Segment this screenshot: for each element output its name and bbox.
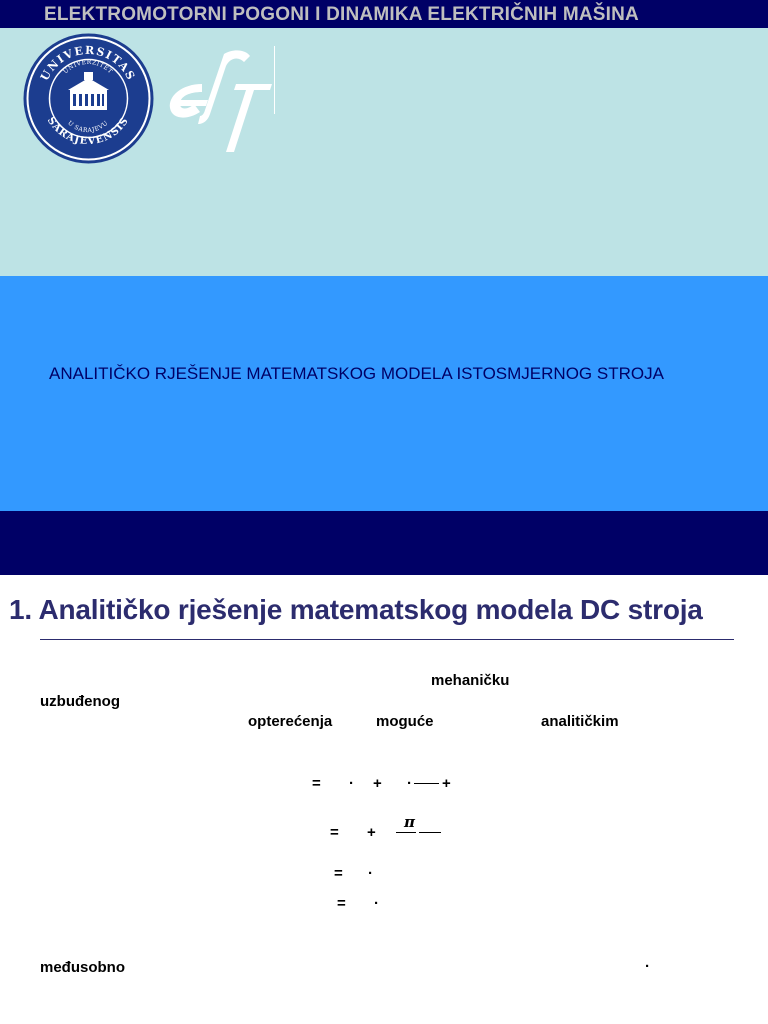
university-seal-logo: [22, 32, 155, 165]
word-mehanicku: mehaničku: [431, 672, 510, 689]
equals-sign: =: [334, 865, 343, 882]
slide2-title: 1. Analitičko rješenje matematskog modela DC stroja: [9, 594, 703, 625]
word-medusobno: međusobno: [40, 959, 125, 976]
slide-subtitle: ANALITIČKO RJEŠENJE MATEMATSKOG MODELA ISTOSMJERNOG STROJA: [49, 364, 664, 383]
dot-operator: ·: [407, 775, 412, 792]
dot-operator: ·: [368, 865, 373, 882]
plus-sign: +: [442, 775, 451, 792]
header-title: ELEKTROMOTORNI POGONI I DINAMIKA ELEKTRIČNIH MAŠINA: [44, 4, 639, 25]
seal-text-inner: UNIVERZITET: [62, 58, 114, 76]
fraction-bar: [419, 832, 441, 833]
dot-operator: ·: [349, 775, 354, 792]
plus-sign: +: [373, 775, 382, 792]
equals-sign: =: [312, 775, 321, 792]
fraction-bar: [396, 832, 416, 833]
pi-symbol: π: [404, 813, 415, 831]
equals-sign: =: [330, 824, 339, 841]
title-divider: [40, 639, 734, 640]
dot-operator: ·: [374, 895, 379, 912]
word-opterecenja: opterećenja: [248, 713, 333, 730]
fraction-bar: [414, 783, 439, 784]
seal-text-sub: U SARAJEVU: [66, 119, 110, 135]
subtitle-band: [0, 276, 768, 511]
word-uzbudenog: uzbuđenog: [40, 693, 120, 710]
word-analitickim: analitičkim: [541, 713, 619, 730]
word-moguce: moguće: [376, 713, 434, 730]
etf-faculty-logo: [164, 44, 282, 156]
dot-operator: ·: [645, 958, 650, 975]
footer-bar: [0, 511, 768, 575]
seal-text-bottom: SARAJEVENSIS: [44, 115, 132, 148]
plus-sign: +: [367, 824, 376, 841]
seal-text-top: UNIVERSITAS: [38, 43, 138, 83]
equals-sign: =: [337, 895, 346, 912]
